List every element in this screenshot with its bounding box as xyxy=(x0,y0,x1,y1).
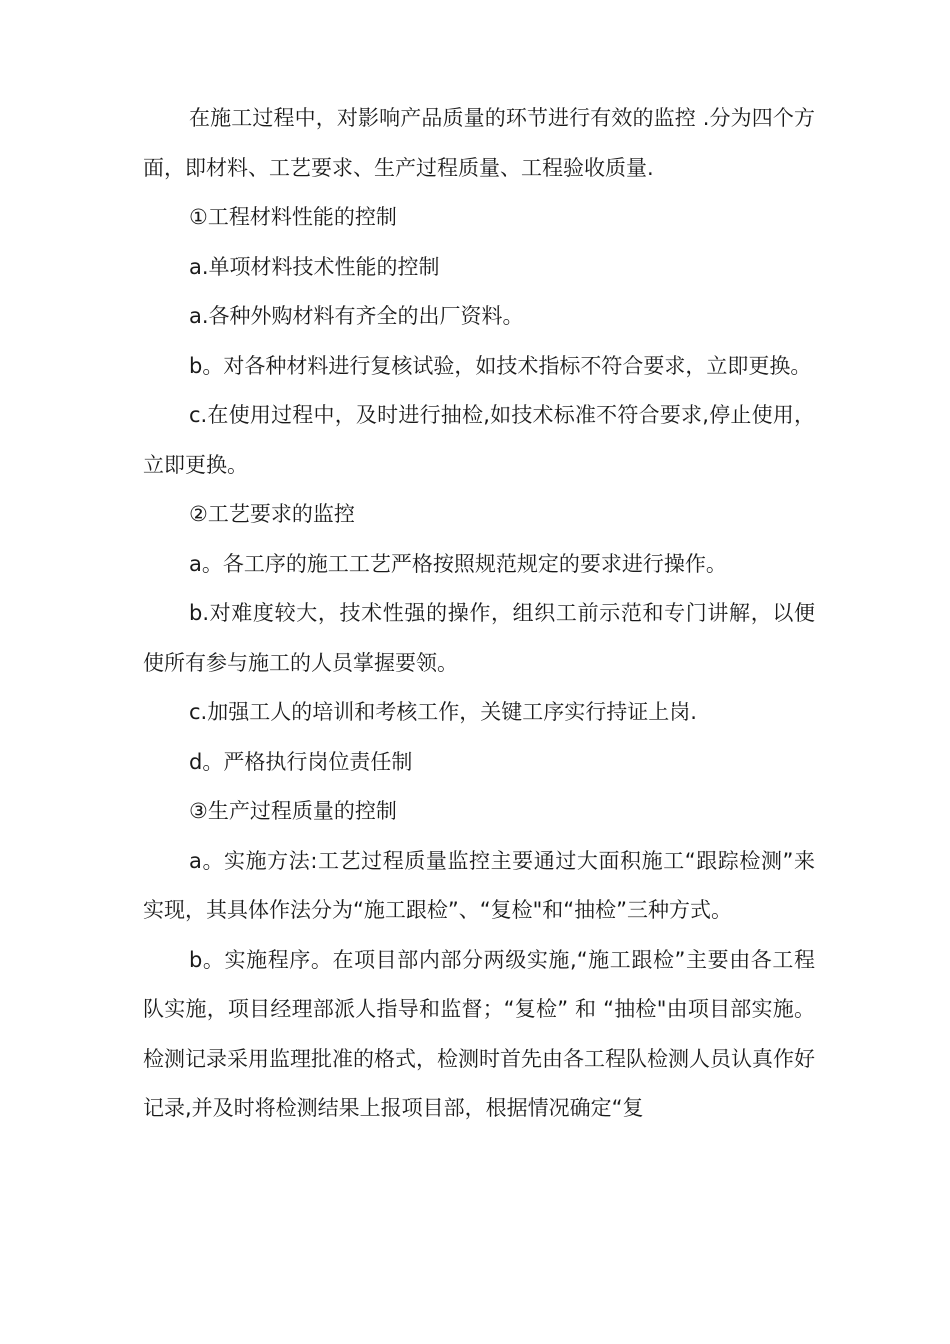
document-body xyxy=(143,94,815,1134)
list-item: a。各工序的施工工艺严格按照规范规定的要求进行操作。 xyxy=(189,551,727,576)
list-item: b。对各种材料进行复核试验，如技术指标不符合要求，立即更换。 xyxy=(189,353,812,378)
list-item: d。严格执行岗位责任制 xyxy=(189,749,413,774)
heading-production-quality: ③生产过程质量的控制 xyxy=(189,799,397,823)
list-item: a.各种外购材料有齐全的出厂资料。 xyxy=(189,304,524,328)
list-item: a。实施方法:工艺过程质量监控主要通过大面积施工“跟踪检测”来实现，其具体作法分为“施工跟检”、“复检"和“抽检”三种方式。 xyxy=(143,848,815,922)
heading-material-control: ①工程材料性能的控制 xyxy=(189,205,397,229)
list-item: b.对难度较大，技术性强的操作，组织工前示范和专门讲解，以便使所有参与施工的人员掌握要领。 xyxy=(143,601,815,675)
subheading-single-material: a.单项材料技术性能的控制 xyxy=(189,254,440,279)
heading-process-monitoring: ②工艺要求的监控 xyxy=(189,502,355,526)
list-item: b。实施程序。在项目部内部分两级实施,“施工跟检”主要由各工程队实施，项目经理部派人指导和监督；“复检” 和 “抽检"由项目部实施。检测记录采用监理批准的格式，检测时首先由各工程队检测人员认真作好记录,并及时将检测结果上报项目部，根据情况确定“复 xyxy=(143,947,815,1120)
list-item: c.在使用过程中，及时进行抽检,如技术标准不符合要求,停止使用，立即更换。 xyxy=(143,403,815,477)
paragraph-intro: 在施工过程中，对影响产品质量的环节进行有效的监控 .分为四个方面，即材料、工艺要求、生产过程质量、工程验收质量. xyxy=(143,106,815,180)
list-item: c.加强工人的培训和考核工作，关键工序实行持证上岗. xyxy=(189,700,697,724)
